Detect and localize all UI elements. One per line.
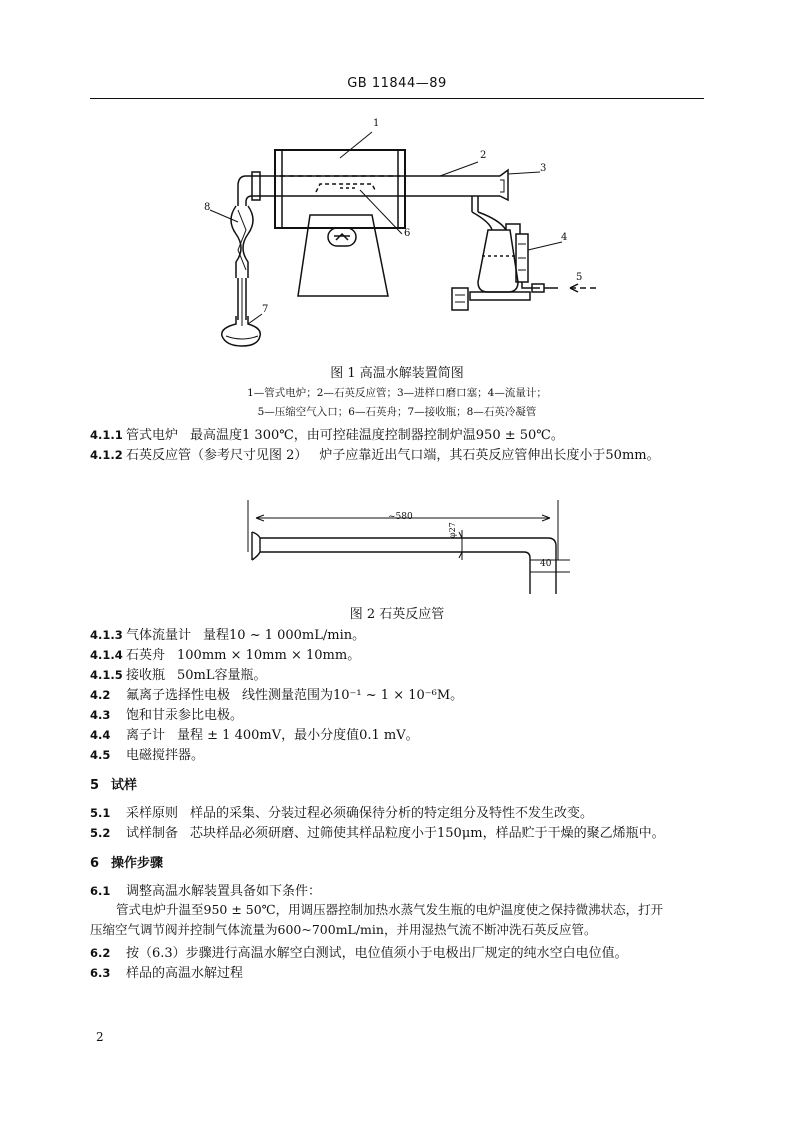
figure2-caption: 图 2 石英反应管 [349,607,445,622]
callout-5: 5 [576,272,583,283]
dim-diameter: φ27 [448,522,457,538]
item-4-5: 4.5 电磁搅拌器。 [90,748,205,763]
quartz-boat [316,184,376,192]
item-4-4: 4.4 离子计 量程 ± 1 400mV，最小分度值0.1 mV。 [90,728,419,743]
dim-outlet: 40 [540,559,552,569]
callout-8: 8 [204,202,211,213]
item-5-1: 5.1 采样原则 样品的采集、分装过程必须确保待分析的特定组分及特性不发生改变。 [90,806,594,821]
air-inlet-arrow [570,284,600,292]
section-6-heading: 6 操作步骤 [90,856,164,871]
item-4-1-5: 4.1.5 接收瓶 50mL容量瓶。 [90,668,267,683]
item-4-1-2: 4.1.2 石英反应管（参考尺寸见图 2） 炉子应靠近出气口端，其石英反应管伸出长度小于50mm。 [90,448,660,463]
figure2-diagram [0,490,794,600]
callout-6: 6 [404,228,411,239]
item-6-1: 6.1 调整高温水解装置具备如下条件： [90,884,322,899]
callout-4: 4 [561,232,568,243]
header-rule [90,98,704,99]
para-6-1-line1: 管式电炉升温至950 ± 50℃，用调压器控制加热水蒸气发生瓶的电炉温度使之保持微沸状态，打开 [116,902,664,917]
para-6-1-line2: 压缩空气调节阀并控制气体流量为600~700mL/min，并用湿热气流不断冲洗石英反应管。 [90,922,597,937]
callout-3: 3 [540,163,547,174]
item-5-2: 5.2 试样制备 芯块样品必须研磨、过筛使其样品粒度小于150μm，样品贮于干燥的聚乙烯瓶中。 [90,826,665,841]
callout-7: 7 [262,304,269,315]
item-4-2: 4.2 氟离子选择性电极 线性测量范围为10⁻¹ ~ 1 × 10⁻⁶M。 [90,688,464,703]
section-5-heading: 5 试样 [90,778,138,793]
item-6-3: 6.3 样品的高温水解过程 [90,966,244,981]
standard-code: GB 11844—89 [347,76,447,91]
tube-furnace [275,150,405,296]
figure1-legend-line2: 5—压缩空气入口；6—石英舟；7—接收瓶；8—石英冷凝管 [257,406,537,418]
figure1-legend-line1: 1—管式电炉；2—石英反应管；3—进样口磨口塞；4—流量计； [247,387,547,399]
callout-1: 1 [373,118,380,129]
item-4-3: 4.3 饱和甘汞参比电极。 [90,708,244,723]
item-6-2: 6.2 按（6.3）步骤进行高温水解空白测试，电位值须小于电极出厂规定的纯水空白电位值。 [90,946,628,961]
item-4-1-4: 4.1.4 石英舟 100mm × 10mm × 10mm。 [90,648,361,663]
receiving-flask [222,316,260,346]
figure1-caption: 图 1 高温水解装置简图 [330,366,464,381]
dim-length: ~580 [388,512,413,522]
page-number: 2 [96,1030,104,1044]
item-4-1-3: 4.1.3 气体流量计 量程10 ~ 1 000mL/min。 [90,628,366,643]
quartz-reaction-tube [258,170,508,230]
quartz-condenser [231,172,260,326]
item-4-1-1: 4.1.1 管式电炉 最高温度1 300℃，由可控硅温度控制器控制炉温950 ± 50℃。 [90,428,564,443]
callout-2: 2 [480,150,487,161]
